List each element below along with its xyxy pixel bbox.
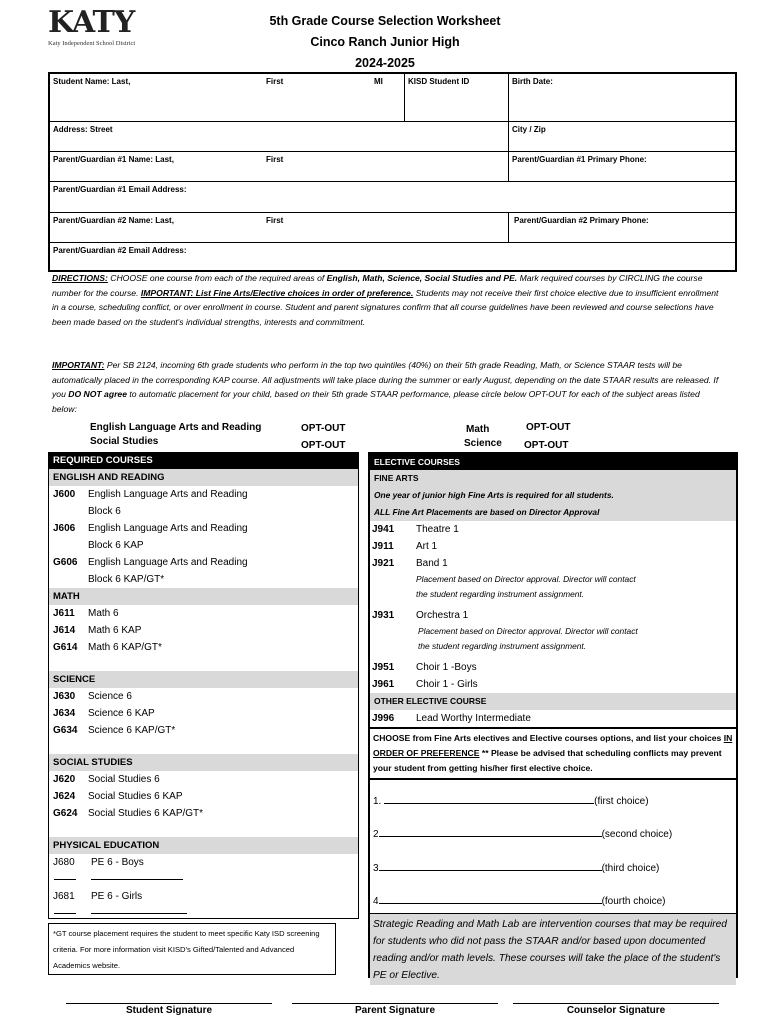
course-j606-sub: [49, 537, 358, 554]
course-code: J620: [53, 774, 76, 785]
course-g606-sub: [49, 571, 358, 588]
course-j681[interactable]: [49, 888, 358, 922]
city-zip-field[interactable]: City / Zip: [508, 122, 737, 151]
optout-science-label: Science: [464, 438, 502, 449]
course-j961[interactable]: [370, 676, 736, 693]
gt-note: *GT course placement requires the student to meet specific Katy ISD screening criteria. For more information visit KISD's Gifted/Talented and Advanced Academics website.: [48, 923, 336, 975]
course-name: Lead Worthy Intermediate: [416, 713, 531, 724]
parent2-email-row: [50, 243, 735, 272]
choice-number: 3: [373, 863, 379, 874]
course-j951[interactable]: [370, 659, 736, 676]
student-last-name-field[interactable]: Student Name: Last,: [53, 77, 131, 86]
course-code: J624: [53, 791, 76, 802]
parent2-last-name-field[interactable]: Parent/Guardian #2 Name: Last,: [53, 216, 174, 225]
band-note-line1: Placement based on Director approval. Director will contact: [416, 574, 636, 584]
course-name: Art 1: [416, 541, 438, 552]
course-code: G634: [53, 725, 78, 736]
course-name: English Language Arts and Reading: [88, 523, 248, 534]
course-code: J961: [372, 679, 395, 690]
course-code: J614: [53, 625, 76, 636]
course-g634[interactable]: [49, 722, 358, 739]
optout-ela-option[interactable]: OPT-OUT: [301, 423, 346, 434]
course-code: J600: [53, 489, 76, 500]
directions-label: DIRECTIONS:: [52, 273, 108, 283]
course-name: English Language Arts and Reading: [88, 489, 248, 500]
student-first-name-field[interactable]: First: [266, 77, 284, 86]
choose-order: IN ORDER OF PREFERENCE: [373, 733, 733, 758]
important-text: [52, 358, 722, 416]
ela-section-label: ENGLISH AND READING: [49, 469, 358, 486]
course-name: Theatre 1: [416, 524, 459, 535]
band-note-line2: the student regarding instrument assignment.: [416, 589, 585, 599]
choice-number: 4: [373, 896, 379, 907]
course-j921[interactable]: [370, 555, 736, 572]
course-j931[interactable]: [370, 607, 736, 624]
directions-text: [52, 271, 722, 329]
course-code: J680: [53, 857, 75, 868]
course-name: Choir 1 - Girls: [416, 679, 478, 690]
course-code: J911: [372, 541, 394, 552]
course-name: Science 6: [88, 691, 132, 702]
science-section-label: SCIENCE: [49, 671, 358, 688]
fine-arts-requirement: One year of junior high Fine Arts is required for all students.: [370, 487, 736, 504]
course-code: J611: [53, 608, 75, 619]
parent2-email-field[interactable]: Parent/Guardian #2 Email Address:: [53, 246, 187, 255]
school-year: 2024-2025: [355, 56, 415, 70]
course-j634[interactable]: [49, 705, 358, 722]
course-name-sub: Block 6 KAP/GT*: [88, 574, 165, 585]
course-name: Science 6 KAP: [88, 708, 155, 719]
orchestra-note-line1: Placement based on Director approval. Director will contact: [418, 626, 638, 636]
course-name: Math 6 KAP/GT*: [88, 642, 162, 653]
counselor-signature-line[interactable]: [513, 1003, 719, 1004]
course-j614[interactable]: [49, 622, 358, 639]
course-name: English Language Arts and Reading: [88, 557, 248, 568]
course-code: J951: [372, 662, 395, 673]
parent1-last-name-field[interactable]: Parent/Guardian #1 Name: Last,: [53, 155, 174, 164]
page-title: 5th Grade Course Selection Worksheet: [269, 14, 501, 28]
important-do-not-agree: DO NOT agree: [68, 389, 127, 400]
pe-section-label: PHYSICAL EDUCATION: [49, 837, 358, 854]
counselor-signature-label: Counselor Signature: [566, 1005, 666, 1016]
parent1-first-name-field[interactable]: First: [266, 155, 284, 164]
course-j606[interactable]: [49, 520, 358, 537]
parent1-email-row: [50, 182, 735, 213]
choose-part1: CHOOSE from Fine Arts electives and Elective courses options, and list your choices: [373, 733, 724, 743]
optout-science-option[interactable]: OPT-OUT: [524, 440, 569, 451]
course-code: J634: [53, 708, 76, 719]
parent1-email-field[interactable]: Parent/Guardian #1 Email Address:: [53, 185, 187, 194]
choice-label: (third choice): [601, 863, 660, 874]
course-name: Choir 1 -Boys: [416, 662, 477, 673]
important-label: IMPORTANT:: [52, 360, 105, 370]
course-j996[interactable]: [370, 710, 736, 727]
optout-math-label: Math: [466, 424, 490, 435]
orchestra-note-line2: the student regarding instrument assignment.: [418, 641, 587, 651]
student-id-field[interactable]: KISD Student ID: [404, 74, 508, 121]
course-j600[interactable]: [49, 486, 358, 503]
required-courses-panel: [48, 452, 359, 919]
course-name: Social Studies 6 KAP/GT*: [88, 808, 204, 819]
parent-signature-label: Parent Signature: [354, 1005, 436, 1016]
logo-subtitle: Katy Independent School District: [48, 40, 136, 47]
school-name: Cinco Ranch Junior High: [310, 35, 460, 49]
parent2-first-name-field[interactable]: First: [266, 216, 284, 225]
choice-number: 1.: [373, 796, 382, 807]
course-code: J941: [372, 524, 395, 535]
course-j630[interactable]: [49, 688, 358, 705]
parent1-row: [50, 152, 735, 182]
course-code: J630: [53, 691, 76, 702]
course-j611[interactable]: [49, 605, 358, 622]
directions-subjects: English, Math, Science, Social Studies and PE.: [326, 273, 518, 283]
course-code: G614: [53, 642, 78, 653]
course-code: J996: [372, 713, 395, 724]
course-name: Science 6 KAP/GT*: [88, 725, 176, 736]
choose-part2: ** Please be advised that scheduling conflicts may prevent your student from getting his/her first elective choice.: [373, 748, 722, 773]
course-name-sub: Block 6: [88, 506, 121, 517]
course-g624[interactable]: [49, 805, 358, 822]
course-j911[interactable]: [370, 538, 736, 555]
course-name: Social Studies 6 KAP: [88, 791, 183, 802]
course-name-sub: Block 6 KAP: [88, 540, 144, 551]
required-courses-header: REQUIRED COURSES: [49, 453, 358, 469]
course-name: Social Studies 6: [88, 774, 160, 785]
ss-section-label: SOCIAL STUDIES: [49, 754, 358, 771]
course-name: Band 1: [416, 558, 448, 569]
choice-number: 2: [373, 829, 379, 840]
choice-label: (fourth choice): [601, 896, 666, 907]
choice-label: (first choice): [594, 796, 649, 807]
course-code: J606: [53, 523, 76, 534]
birth-date-field[interactable]: Birth Date:: [508, 74, 737, 121]
course-j620[interactable]: [49, 771, 358, 788]
directions-important: IMPORTANT: List Fine Arts/Elective choices in order of preference.: [140, 287, 414, 298]
optout-math-option[interactable]: OPT-OUT: [526, 422, 571, 433]
address-row: [50, 122, 735, 152]
student-info-form: [48, 72, 737, 272]
course-g614[interactable]: [49, 639, 358, 656]
directions-part1: CHOOSE one course from each of the required areas of: [107, 273, 327, 283]
course-g606[interactable]: [49, 554, 358, 571]
parent2-row: [50, 213, 735, 243]
strategic-note: Strategic Reading and Math Lab are intervention courses that may be required for students who did not pass the STAAR and/or based upon documented reading and/or math levels. These courses will take the place of the student's PE or Elective.: [370, 913, 736, 985]
parent2-phone-field[interactable]: Parent/Guardian #2 Primary Phone:: [508, 213, 737, 242]
other-elective-label: OTHER ELECTIVE COURSE: [370, 693, 736, 710]
course-code: G624: [53, 808, 78, 819]
course-j941[interactable]: [370, 521, 736, 538]
elective-choices: [370, 780, 736, 913]
choice-3-line[interactable]: [373, 863, 659, 874]
elective-courses-header: ELECTIVE COURSES: [370, 454, 736, 470]
optout-ss-label: Social Studies: [90, 436, 159, 447]
course-name: Math 6: [88, 608, 119, 619]
directions-part3: Students may not receive their first choice elective due to insufficient enrollment in a course, scheduling conflict, or over enrollment in course. Student and parent signatures confirm that all course guidelines have been reviewed and course selections have been made based on the student's individual strengths, interests and commitment.: [52, 287, 719, 327]
important-part1: Per SB 2124, incoming 6th grade students who perform in the top two quintiles (40%) on their 5th grade Reading, Math, or Science STAAR tests will be automatically placed in the corresponding KAP course. All adjustments will take place during the summer or early August, depending on the date STAAR results are released. If you: [52, 360, 719, 400]
optout-ss-option[interactable]: OPT-OUT: [301, 440, 346, 451]
choice-label: (second choice): [601, 829, 673, 840]
fine-arts-approval: ALL Fine Art Placements are based on Director Approval: [370, 504, 736, 521]
course-code: G606: [53, 557, 78, 568]
directions-part2: Mark required courses by CIRCLING the course number for the course.: [52, 273, 703, 298]
course-code: J681: [53, 891, 75, 902]
optout-ela-label: English Language Arts and Reading: [90, 422, 262, 433]
student-mi-field[interactable]: MI: [374, 77, 383, 86]
course-j600-sub: [49, 503, 358, 520]
course-name: PE 6 - Girls: [91, 891, 143, 902]
elective-courses-panel: [368, 452, 738, 981]
choice-2-line[interactable]: [373, 829, 672, 840]
important-part2: to automatic placement for your child, based on their 5th grade STAAR performance, please circle below OPT-OUT for each of the subject areas listed below:: [52, 389, 700, 414]
choice-4-line[interactable]: [373, 896, 665, 907]
math-section-label: MATH: [49, 588, 358, 605]
choice-1-line[interactable]: [373, 796, 649, 807]
address-field[interactable]: Address: Street: [53, 125, 113, 134]
student-row: [50, 74, 735, 122]
course-name: Math 6 KAP: [88, 625, 142, 636]
parent1-phone-field[interactable]: Parent/Guardian #1 Primary Phone:: [508, 152, 737, 181]
course-name: PE 6 - Boys: [91, 857, 144, 868]
choose-instructions: [370, 727, 736, 780]
course-code: J921: [372, 558, 395, 569]
course-code: J931: [372, 610, 395, 621]
fine-arts-label: FINE ARTS: [370, 470, 736, 487]
course-j624[interactable]: [49, 788, 358, 805]
student-signature-label: Student Signature: [125, 1005, 213, 1016]
logo-text: KATY: [48, 5, 135, 40]
course-j680[interactable]: [49, 854, 358, 888]
parent-signature-line[interactable]: [292, 1003, 498, 1004]
course-name: Orchestra 1: [416, 610, 469, 621]
student-signature-line[interactable]: [66, 1003, 272, 1004]
